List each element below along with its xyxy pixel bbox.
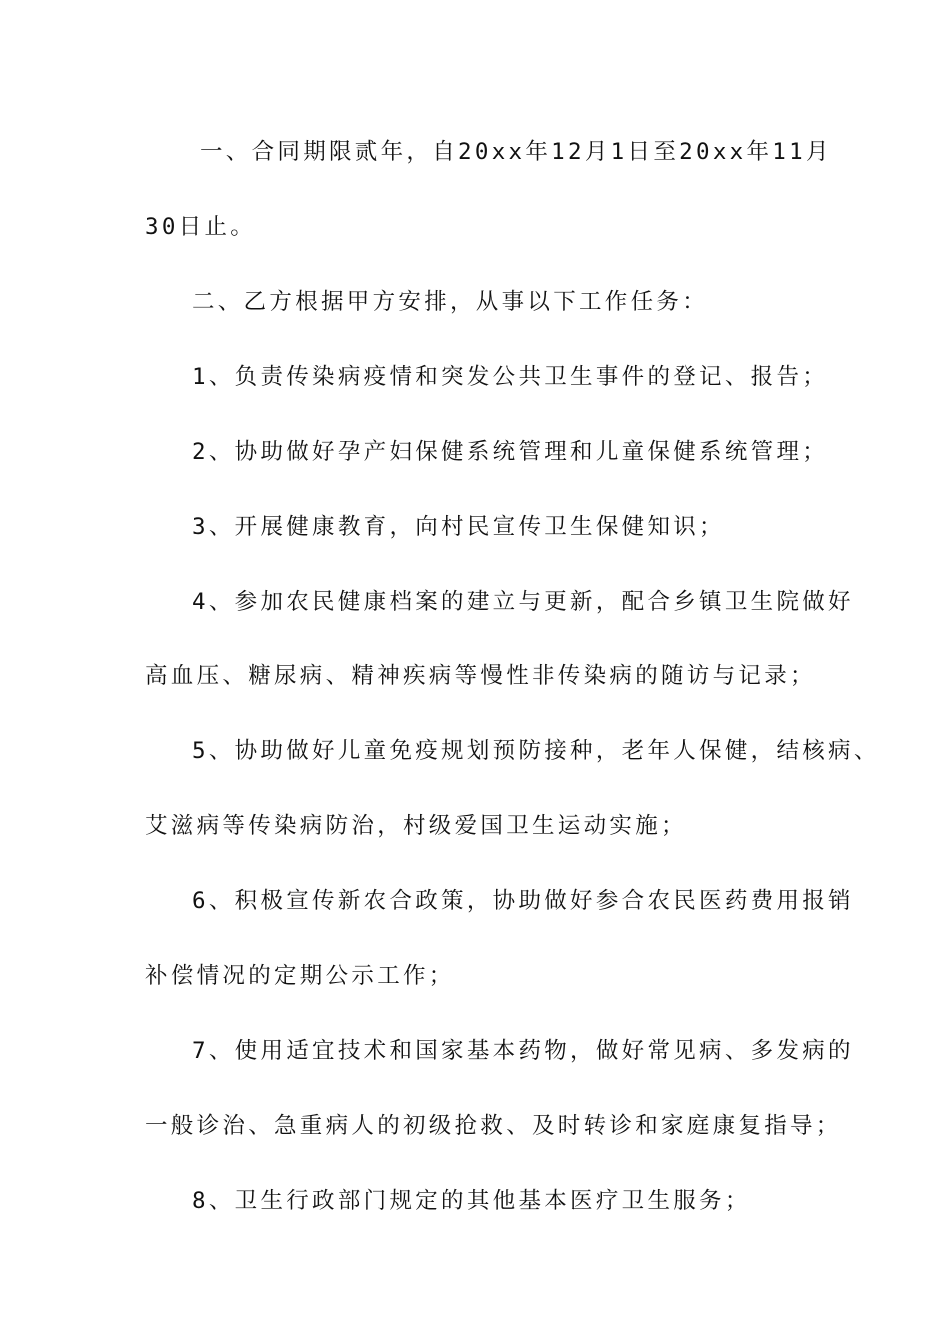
clause-1-line-1: 一、合同期限贰年，自20xx年12月1日至20xx年11月 [200, 139, 832, 165]
task-4-line-2: 高血压、糖尿病、精神疾病等慢性非传染病的随访与记录； [145, 663, 816, 689]
task-3: 3、开展健康教育，向村民宣传卫生保健知识； [192, 514, 725, 540]
task-4-line-1: 4、参加农民健康档案的建立与更新，配合乡镇卫生院做好 [192, 589, 854, 615]
task-2: 2、协助做好孕产妇保健系统管理和儿童保健系统管理； [192, 439, 829, 465]
task-5-line-1: 5、协助做好儿童免疫规划预防接种，老年人保健，结核病、 [192, 738, 880, 764]
clause-1-line-2: 30日止。 [145, 214, 257, 240]
task-6-line-1: 6、积极宣传新农合政策，协助做好参合农民医药费用报销 [192, 888, 854, 914]
task-8: 8、卫生行政部门规定的其他基本医疗卫生服务； [192, 1188, 751, 1214]
task-1: 1、负责传染病疫情和突发公共卫生事件的登记、报告； [192, 364, 829, 390]
task-6-line-2: 补偿情况的定期公示工作； [145, 963, 455, 989]
task-5-line-2: 艾滋病等传染病防治，村级爱国卫生运动实施； [145, 813, 687, 839]
clause-2-heading: 二、乙方根据甲方安排，从事以下工作任务： [192, 289, 709, 315]
task-7-line-2: 一般诊治、急重病人的初级抢救、及时转诊和家庭康复指导； [145, 1113, 842, 1139]
task-7-line-1: 7、使用适宜技术和国家基本药物，做好常见病、多发病的 [192, 1038, 854, 1064]
